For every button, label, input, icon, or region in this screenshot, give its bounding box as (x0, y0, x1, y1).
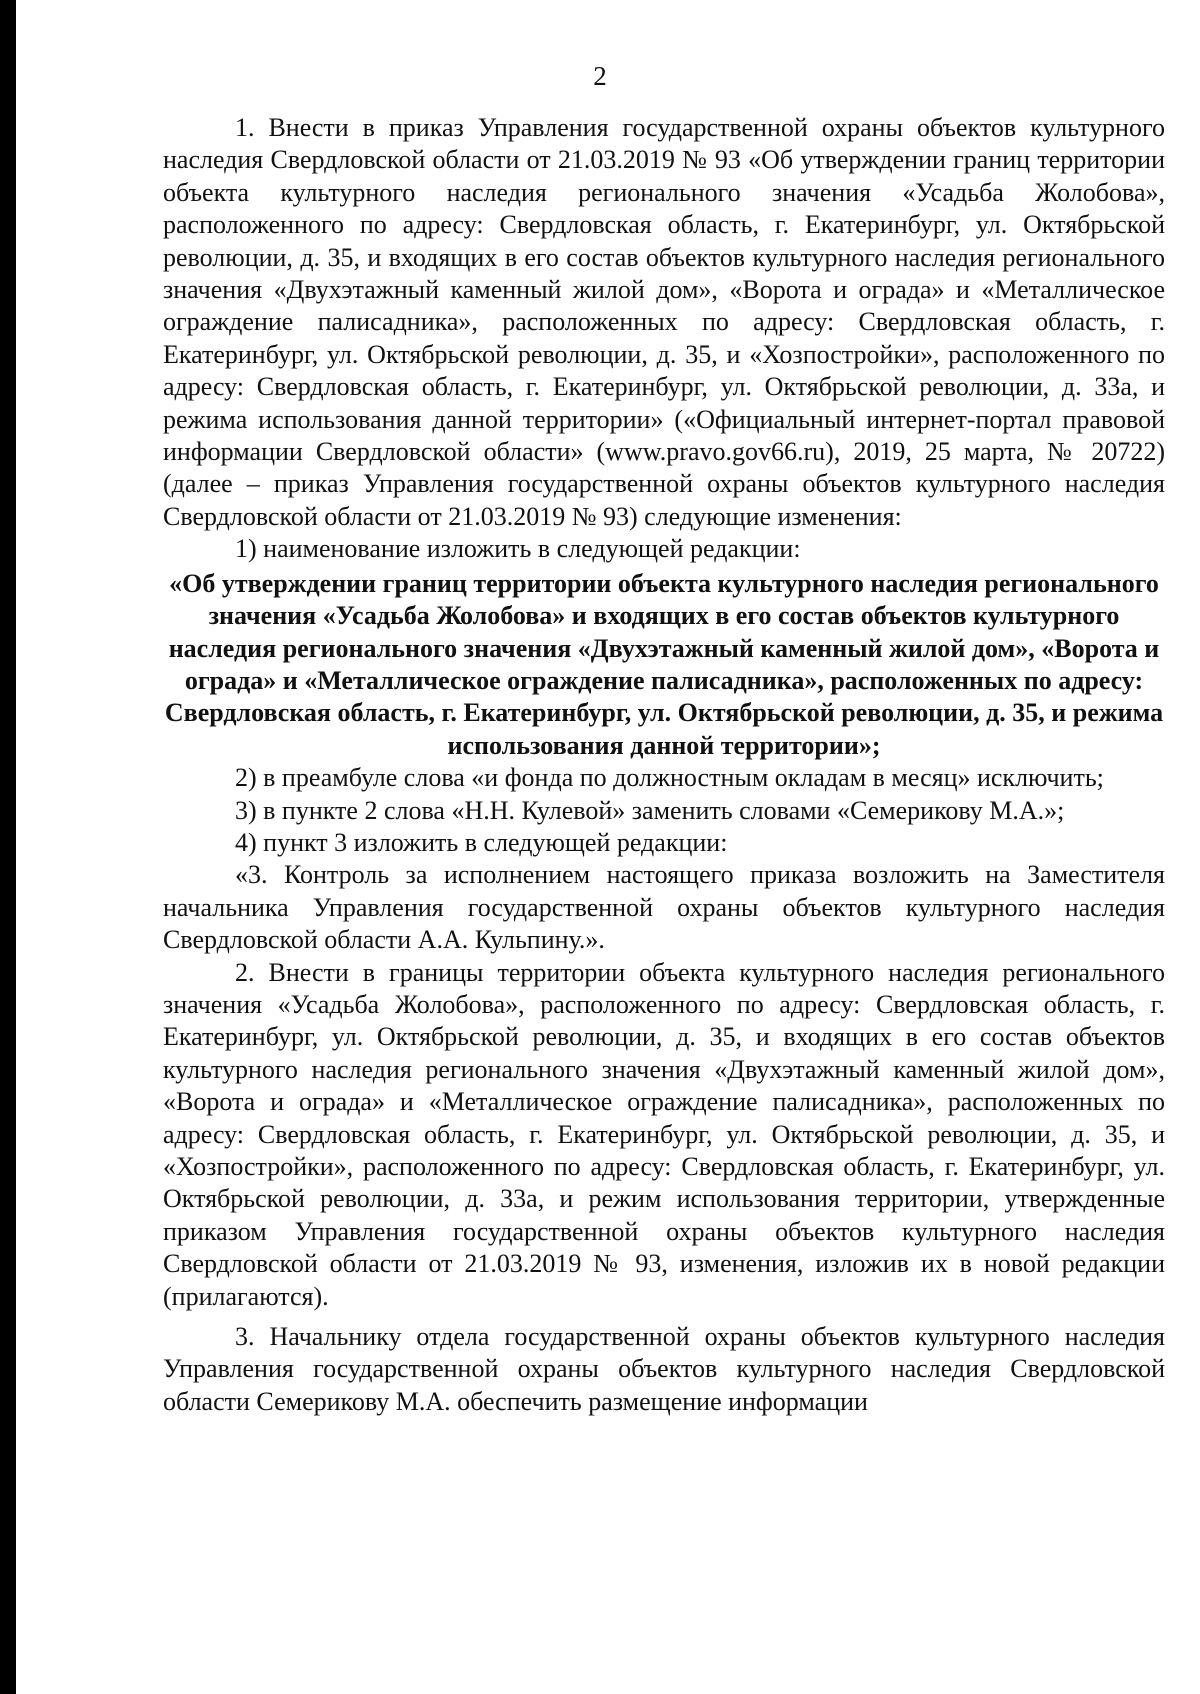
scan-border (0, 0, 16, 1694)
page-number: 2 (593, 61, 607, 91)
paragraph-1-item-3: 3) в пункте 2 слова «Н.Н. Кулевой» заменить словами «Семерикову М.А.»; (235, 795, 1065, 825)
new-title-text: «Об утверждении границ территории объекта культурного наследия регионального значения «Усадьба Жолобова» и входящих в его состав объектов культурного наследия регионального значения «Двухэтажный каменный жилой дом», «Ворота и ограда» и «Металлическое ограждение палисадника», расположенных по адресу: Свердловская область, г. Екатеринбург, ул. Октябрьской революции, д. 35, и режима использования данной территории»; (164, 568, 1164, 760)
paragraph-1: 1. Внести в приказ Управления государственной охраны объектов культурного наследия Свердловской области от 21.03.2019 № 93 «Об утверждении границ территории объекта культурного наследия регионального значения «Усадьба Жолобова», расположенного по адресу: Свердловская область, г. Екатеринбург, ул. Октябрьской революции, д. 35, и входящих в его состав объектов культурного наследия регионального значения «Двухэтажный каменный жилой дом», «Ворота и ограда» и «Металлическое ограждение палисадника», расположенных по адресу: Свердловская область, г. Екатеринбург, ул. Октябрьской революции, д. 35, и «Хозпостройки», расположенного по адресу: Свердловская область, г. Екатеринбург, ул. Октябрьской революции, д. 33а, и режима использования данной территории» («Официальный интернет-портал правовой информации Свердловской области» (www.pravo.gov66.ru), 2019, 25 марта, № 20722) (далее – приказ Управления государственной охраны объектов культурного наследия Свердловской области от 21.03.2019 № 93) следующие изменения: (163, 113, 1165, 531)
paragraph-1-item-2: 2) в преамбуле слова «и фонда по должностным окладам в месяц» исключить; (235, 763, 1104, 793)
paragraph-1-item-1: 1) наименование изложить в следующей редакции: (235, 534, 801, 564)
paragraph-1-item-4-text: «3. Контроль за исполнением настоящего приказа возложить на Заместителя начальника Управления государственной охраны объектов культурного наследия Свердловской области А.А. Кульпину.». (163, 860, 1165, 955)
paragraph-2: 2. Внести в границы территории объекта культурного наследия регионального значения «Усадьба Жолобова», расположенного по адресу: Свердловская область, г. Екатеринбург, ул. Октябрьской революции, д. 35, и входящих в его состав объектов культурного наследия регионального значения «Двухэтажный каменный жилой дом», «Ворота и ограда» и «Металлическое ограждение палисадника», расположенных по адресу: Свердловская область, г. Екатеринбург, ул. Октябрьской революции, д. 35, и «Хозпостройки», расположенного по адресу: Свердловская область, г. Екатеринбург, ул. Октябрьской революции, д. 33а, и режим использования территории, утвержденные приказом Управления государственной охраны объектов культурного наследия Свердловской области от 21.03.2019 № 93, изменения, изложив их в новой редакции (прилагаются). (163, 957, 1165, 1311)
paragraph-3: 3. Начальнику отдела государственной охраны объектов культурного наследия Управления государственной охраны объектов культурного наследия Свердловской области Семерикову М.А. обеспечить размещение информации (163, 1322, 1165, 1416)
paragraph-1-item-4: 4) пункт 3 изложить в следующей редакции: (235, 827, 728, 857)
document-body (163, 112, 1165, 1418)
